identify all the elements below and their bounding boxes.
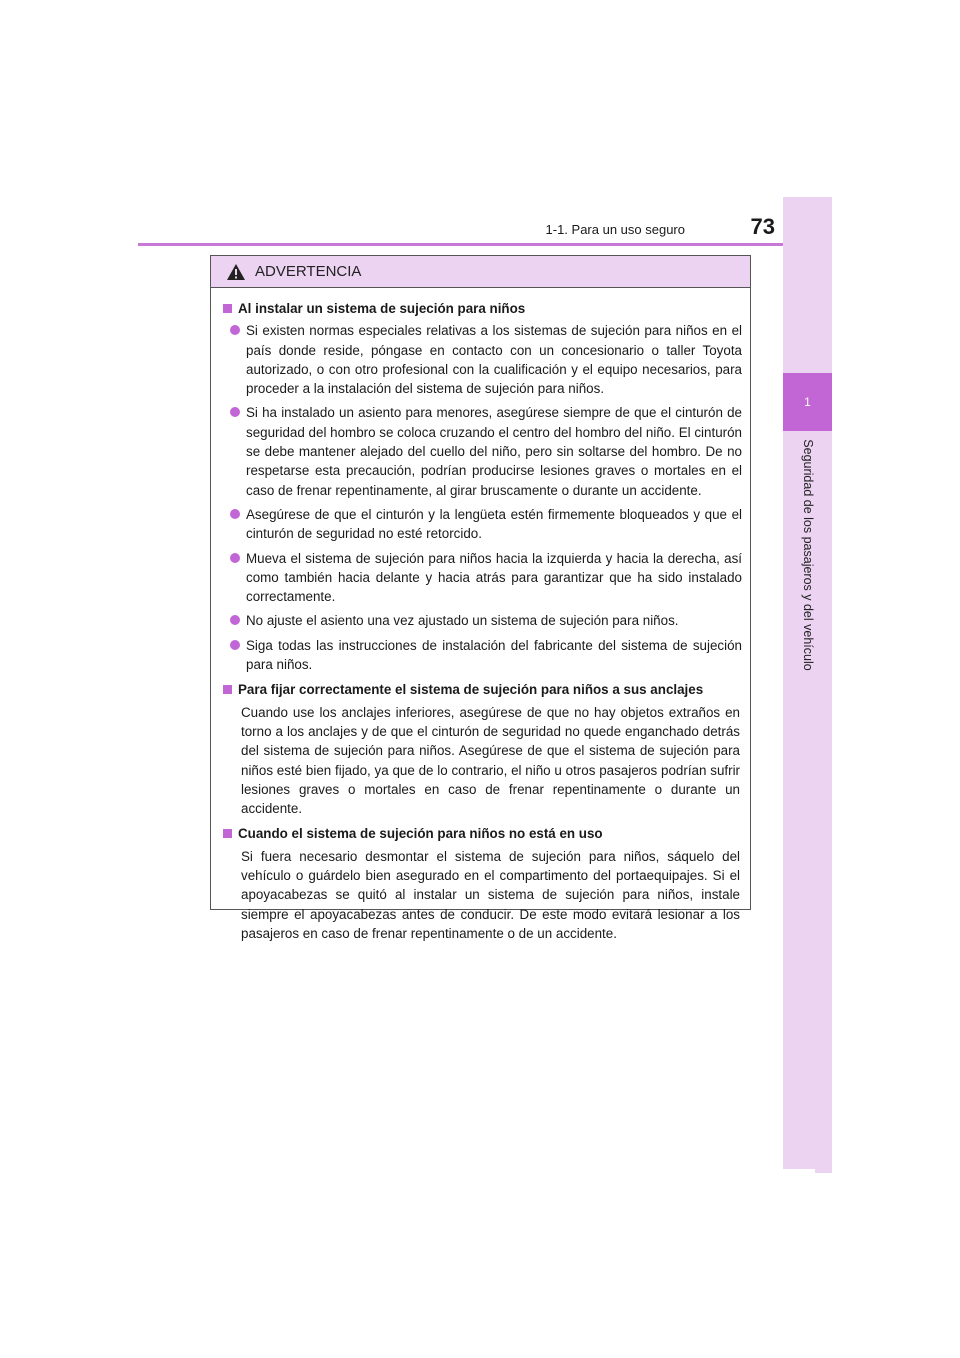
circle-bullet-icon (230, 407, 240, 417)
section-reference: 1-1. Para un uso seguro (545, 222, 685, 237)
section-heading-text: Cuando el sistema de sujeción para niños no está en uso (238, 826, 603, 842)
circle-bullet-icon (230, 615, 240, 625)
list-item (223, 636, 742, 675)
page-number: 73 (750, 214, 775, 239)
list-item-text: Asegúrese de que el cinturón y la lengüeta estén firmemente bloqueados y que el cinturón de seguridad no esté retorcido. (246, 506, 742, 542)
circle-bullet-icon (230, 509, 240, 519)
warning-triangle-icon (226, 263, 246, 281)
section-paragraph: Si fuera necesario desmontar el sistema de sujeción para niños, sáquelo del vehículo o guárdelo bien asegurado en el compartimento del portaequipajes. Si el apoyacabezas se quitó al instalar un sistema de sujeción para niños, instale siempre el apoyacabezas antes de conducir. De este modo evitará lesionar a los pasajeros en caso de frenar repentinamente o de un accidente. (241, 848, 740, 941)
warning-section (223, 299, 742, 674)
list-item (223, 403, 742, 499)
list-item (223, 321, 742, 398)
warning-box (210, 255, 751, 941)
side-tab-foot (815, 1169, 832, 1173)
list-item (223, 611, 742, 630)
section-heading-text: Para fijar correctamente el sistema de sujeción para niños a sus anclajes (238, 682, 704, 698)
list-item-text: Mueva el sistema de sujeción para niños hacia la izquierda y hacia la derecha, así como también hacia delante y hacia atrás para garantizar que ha sido instalado correctamente. (246, 550, 742, 605)
section-heading (223, 299, 742, 318)
section-heading (223, 824, 742, 843)
warning-body (211, 288, 750, 943)
section-paragraph: Cuando use los anclajes inferiores, asegúrese de que no hay objetos extraños en torno a los anclajes y de que el cinturón de seguridad no quede enganchado detrás del sistema de sujeción para niños. Asegúrese de que el sistema de sujeción para niños esté bien fijado, ya que de lo contrario, el niño u otros pasajeros podrían sufrir lesiones graves o mortales en caso de frenar repentinamente o durante un accidente. (241, 704, 740, 817)
circle-bullet-icon (230, 325, 240, 335)
chapter-number: 1 (804, 395, 811, 409)
section-heading-text: Al instalar un sistema de sujeción para niños (238, 301, 526, 316)
list-item-text: Siga todas las instrucciones de instalación del fabricante del sistema de sujeción para niños. (246, 637, 742, 673)
square-bullet-icon (223, 685, 232, 694)
chapter-side-tab (783, 197, 832, 1169)
section-heading (223, 680, 742, 699)
square-bullet-icon (223, 829, 232, 838)
chapter-title: Seguridad de los pasajeros y del vehículo (801, 439, 815, 671)
warning-title: ADVERTENCIA (255, 263, 362, 280)
circle-bullet-icon (230, 553, 240, 563)
list-item (223, 549, 742, 607)
header-rule (138, 243, 832, 246)
warning-header (211, 256, 750, 288)
warning-section (223, 680, 742, 818)
square-bullet-icon (223, 304, 232, 313)
list-item (223, 505, 742, 544)
list-item-text: Si ha instalado un asiento para menores, asegúrese siempre de que el cinturón de seguridad del hombro se coloca cruzando el centro del hombro del niño. El cinturón se debe mantener alejado del cuello del niño, pero sin soltarse del hombro. De no respetarse esta precaución, podrían producirse lesiones graves o mortales en el caso de frenar repentinamente, al girar bruscamente o durante un accidente. (246, 405, 742, 498)
chapter-number-tab (783, 373, 832, 431)
list-item-text: Si existen normas especiales relativas a los sistemas de sujeción para niños en el país donde reside, póngase en contacto con un concesionario o taller Toyota autorizado, o con otro profesional con la cualificación y el equipo necesarios, para proceder a la instalación del sistema de sujeción para niños. (246, 323, 742, 397)
circle-bullet-icon (230, 640, 240, 650)
warning-section (223, 824, 742, 943)
list-item-text: No ajuste el asiento una vez ajustado un sistema de sujeción para niños. (246, 613, 679, 629)
